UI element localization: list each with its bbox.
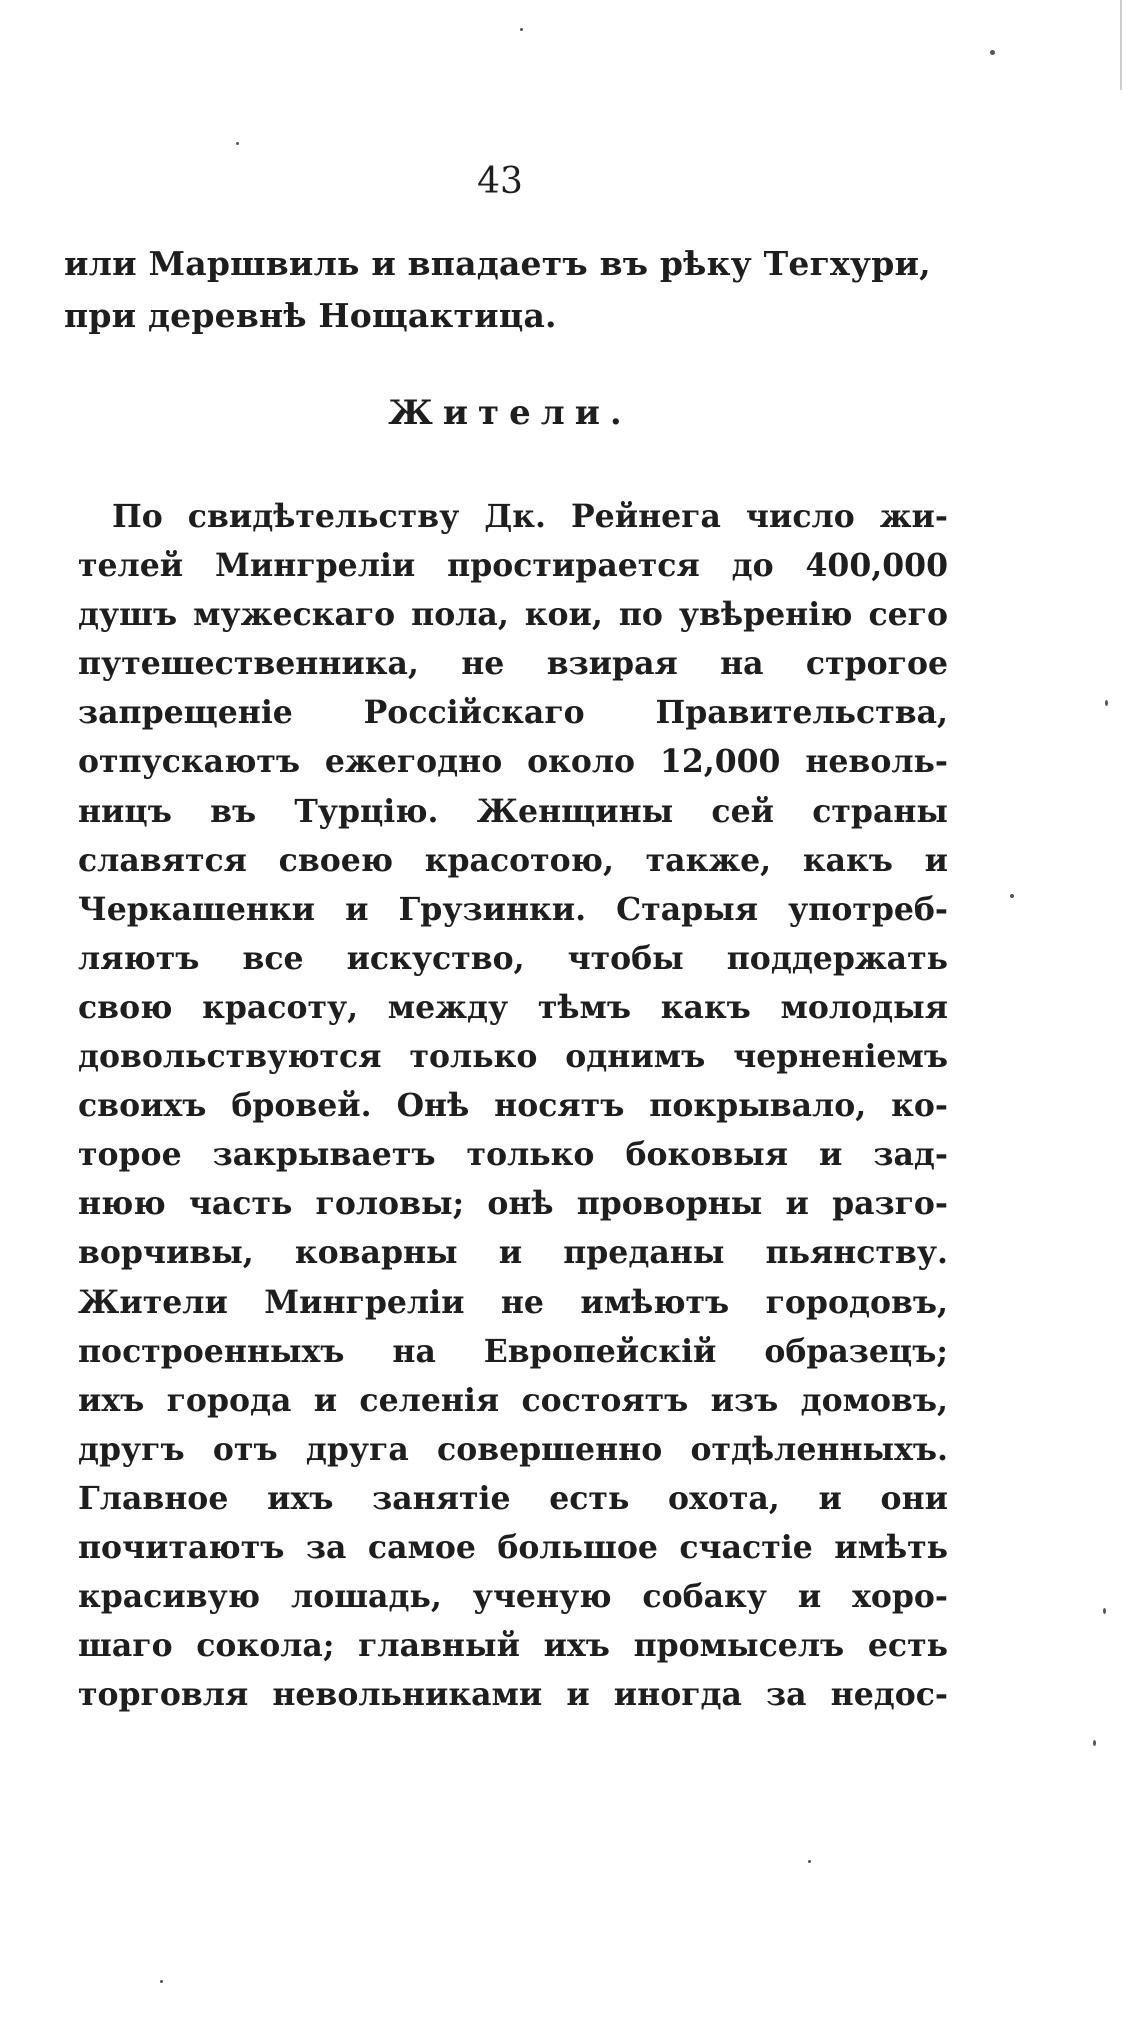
text-line: ворчивы, коварны и преданы пьянству. bbox=[78, 1234, 948, 1272]
page-edge-line bbox=[1120, 0, 1122, 90]
text-line: другъ отъ друга совершенно отдѣленныхъ. bbox=[78, 1430, 948, 1468]
text-line: Жители Мингреліи не имѣютъ городовъ, bbox=[78, 1283, 948, 1321]
section-heading: Жители. bbox=[388, 393, 632, 433]
text-line: ницъ въ Турцію. Женщины сей страны bbox=[78, 792, 948, 830]
text-line: отпускаютъ ежегодно около 12,000 неволь- bbox=[78, 743, 948, 781]
page-number: 43 bbox=[477, 161, 523, 202]
text-line: свою красоту, между тѣмъ какъ молодыя bbox=[78, 988, 948, 1026]
text-line: построенныхъ на Европейскій образецъ; bbox=[78, 1332, 948, 1370]
body-paragraph bbox=[78, 492, 948, 1719]
text-line: путешественника, не взирая на строгое bbox=[78, 645, 948, 683]
text-line: славятся своею красотою, также, какъ и bbox=[78, 841, 948, 879]
text-line: или Маршвиль и впадаетъ въ рѣку Тегхури, bbox=[64, 244, 931, 283]
text-line: красивую лошадь, ученую собаку и хоро- bbox=[78, 1578, 948, 1616]
text-line: нюю часть головы; онѣ проворны и разго- bbox=[78, 1185, 948, 1223]
text-line: Главное ихъ занятіе есть охота, и они bbox=[78, 1479, 948, 1517]
text-line: запрещеніе Россійскаго Правительства, bbox=[78, 694, 948, 732]
scan-speck bbox=[990, 50, 995, 55]
scan-speck bbox=[160, 1980, 163, 1983]
scan-speck bbox=[1105, 700, 1108, 706]
continued-paragraph bbox=[64, 238, 964, 342]
text-line: довольствуются только однимъ черненіемъ bbox=[78, 1038, 948, 1076]
text-line: почитаютъ за самое большое счастіе имѣть bbox=[78, 1528, 948, 1566]
text-line: душъ мужескаго пола, кои, по увѣренію сего bbox=[78, 596, 948, 634]
text-line: Черкашенки и Грузинки. Старыя употреб- bbox=[78, 890, 948, 928]
text-line: торговля невольниками и иногда за недос- bbox=[78, 1676, 948, 1714]
text-line: своихъ бровей. Онѣ носятъ покрывало, ко- bbox=[78, 1087, 948, 1125]
text-line: ихъ города и селенія состоятъ изъ домовъ, bbox=[78, 1381, 948, 1419]
text-line: ляютъ все искуство, чтобы поддержать bbox=[78, 939, 948, 977]
scan-speck bbox=[1093, 1740, 1096, 1746]
text-line: телей Мингреліи простирается до 400,000 bbox=[78, 547, 948, 585]
scan-speck bbox=[236, 142, 239, 145]
scan-speck bbox=[1103, 1608, 1106, 1614]
text-line: По свидѣтельству Дк. Рейнега число жи- bbox=[112, 498, 948, 535]
text-line: торое закрываетъ только боковыя и зад- bbox=[78, 1136, 948, 1174]
scan-speck bbox=[808, 1860, 811, 1863]
scan-speck bbox=[1010, 894, 1014, 898]
text-line: при деревнѣ Нощактица. bbox=[64, 296, 557, 335]
scan-speck bbox=[520, 28, 523, 31]
text-line: шаго сокола; главный ихъ промыселъ есть bbox=[78, 1627, 948, 1665]
